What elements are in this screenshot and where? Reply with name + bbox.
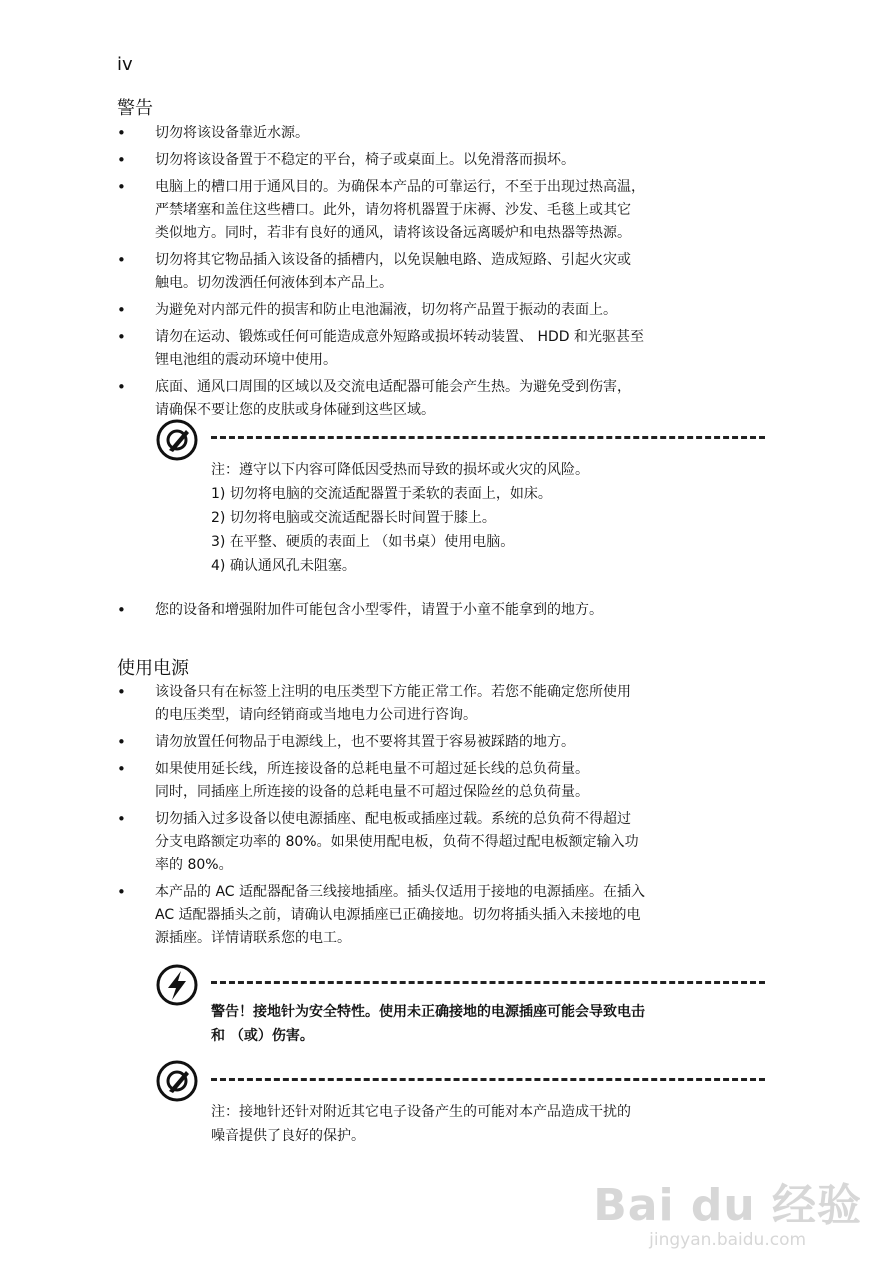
note-body (211, 458, 765, 578)
watermark-url: jingyan.baidu.com (649, 1230, 807, 1250)
warning-bullet-list (117, 122, 767, 426)
list-item: • 该设备只有在标签上注明的电压类型下方能正常工作。若您不能确定您所使用 的电压类型，请向经销商或当地电力公司进行咨询。 (117, 681, 767, 727)
lightning-warning-icon (155, 963, 199, 1007)
note-item: 2) 切勿将电脑或交流适配器长时间置于膝上。 (211, 510, 496, 526)
list-item: • 如果使用延长线，所连接设备的总耗电量不可超过延长线的总负荷量。 同时，同插座上所连接的设备的总耗电量不可超过保险丝的总负荷量。 (117, 758, 767, 804)
note-item: 1) 切勿将电脑的交流适配器置于柔软的表面上，如床。 (211, 486, 552, 502)
list-item: • 请勿在运动、锻炼或任何可能造成意外短路或损坏转动装置、 HDD 和光驱甚至 锂电池组的震动环境中使用。 (117, 326, 767, 372)
power-heading: 使用电源 (117, 658, 189, 679)
dashed-divider (211, 981, 765, 984)
page-number: iv (117, 54, 133, 75)
warning-note-text: 警告！接地针为安全特性。使用未正确接地的电源插座可能会导致电击 和 （或）伤害。 (211, 1004, 645, 1044)
list-item: • 底面、通风口周围的区域以及交流电适配器可能会产生热。为避免受到伤害， 请确保不要让您的皮肤或身体碰到这些区域。 (117, 376, 767, 422)
list-item: • 您的设备和增强附加件可能包含小型零件，请置于小童不能拿到的地方。 (117, 599, 767, 622)
list-item: • 切勿插入过多设备以使电源插座、配电板或插座过载。系统的总负荷不得超过 分支电路额定功率的 80%。如果使用配电板，负荷不得超过配电板额定输入功 率的 80%。 (117, 808, 767, 877)
list-item: • 切勿将其它物品插入该设备的插槽内，以免误触电路、造成短路、引起火灾或 触电。切勿泼洒任何液体到本产品上。 (117, 249, 767, 295)
watermark-brand: Bai du 经验 (593, 1180, 862, 1231)
warning-last-bullet (117, 599, 767, 626)
note-item: 4) 确认通风孔未阻塞。 (211, 558, 356, 574)
note-item: 3) 在平整、硬质的表面上 （如书桌）使用电脑。 (211, 534, 515, 550)
list-item: • 电脑上的槽口用于通风目的。为确保本产品的可靠运行，不至于出现过热高温， 严禁堵塞和盖住这些槽口。此外，请勿将机器置于床褥、沙发、毛毯上或其它 类似地方。同时，若非有良好的通风，请将该设备远离暖炉和电热器等热源。 (117, 176, 767, 245)
grounding-note-text: 注：接地针还针对附近其它电子设备产生的可能对本产品造成干扰的 噪音提供了良好的保护。 (211, 1104, 631, 1144)
power-bullet-list (117, 681, 767, 954)
warning-text (211, 1000, 765, 1048)
heat-note (155, 418, 765, 578)
grounding-note (155, 1059, 765, 1149)
note-pen-icon (155, 1059, 199, 1103)
note-body (211, 1100, 765, 1148)
grounding-warning (155, 963, 765, 1053)
list-item: • 本产品的 AC 适配器配备三线接地插座。插头仅适用于接地的电源插座。在插入 AC 适配器插头之前，请确认电源插座已正确接地。切勿将插头插入未接地的电 源插座。详情请联系您的电工。 (117, 881, 767, 950)
list-item: • 切勿将该设备靠近水源。 (117, 122, 767, 145)
note-pen-icon (155, 418, 199, 462)
warning-heading: 警告 (117, 98, 153, 119)
list-item: • 为避免对内部元件的损害和防止电池漏液，切勿将产品置于振动的表面上。 (117, 299, 767, 322)
dashed-divider (211, 1078, 765, 1081)
list-item: • 切勿将该设备置于不稳定的平台，椅子或桌面上。以免滑落而损坏。 (117, 149, 767, 172)
list-item: • 请勿放置任何物品于电源线上，也不要将其置于容易被踩踏的地方。 (117, 731, 767, 754)
dashed-divider (211, 436, 765, 439)
baidu-watermark (593, 1182, 862, 1250)
note-lead: 注：遵守以下内容可降低因受热而导致的损坏或火灾的风险。 (211, 462, 589, 478)
